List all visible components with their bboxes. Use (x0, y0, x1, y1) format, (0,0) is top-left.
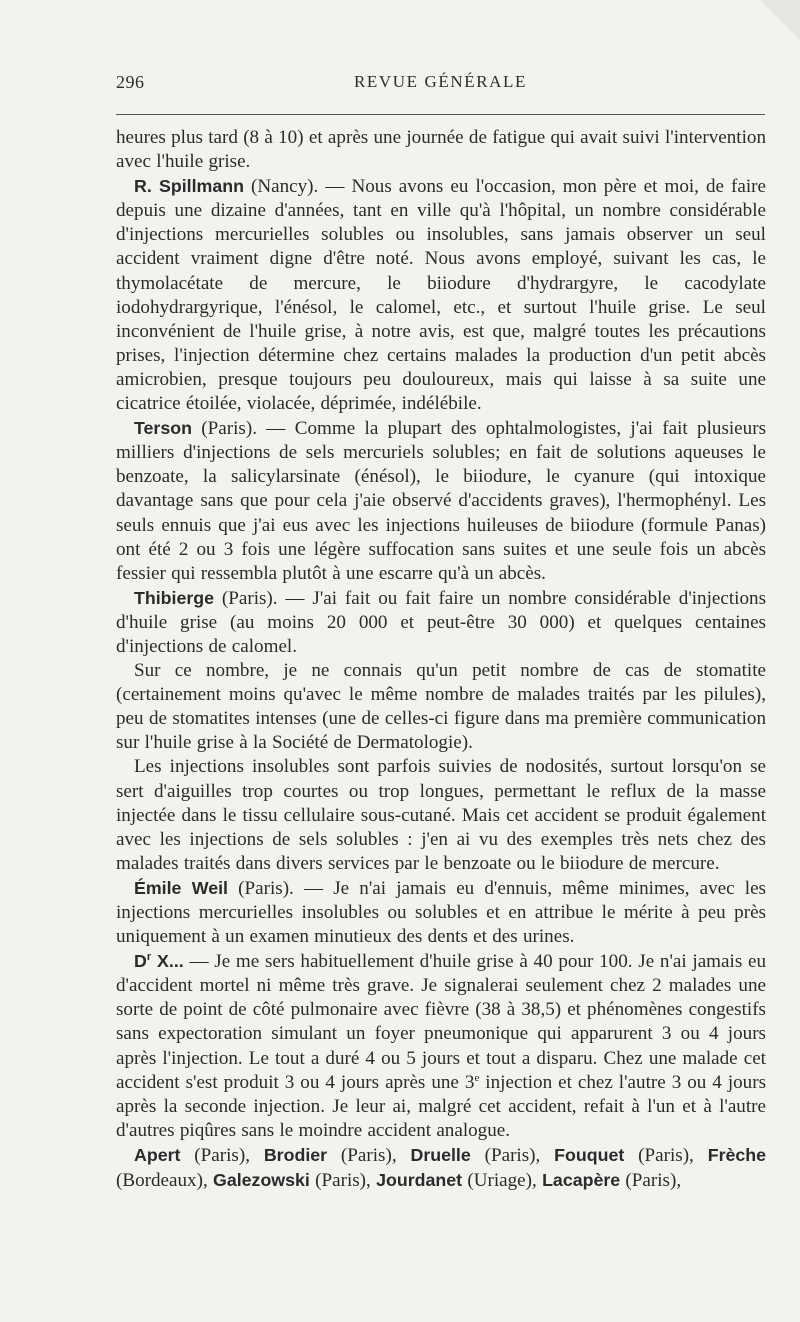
speaker-name: Émile Weil (134, 877, 228, 898)
paragraph-text-continued: injection et chez l'autre 3 ou 4 jours après la seconde injection. Je leur ai, malgré cet accident, refait à l'un et à l'autre d'autres piqûres sans le moindre accident analogue. (116, 1071, 767, 1141)
speaker-name: R. Spillmann (134, 176, 244, 197)
page-number: 296 (116, 72, 145, 92)
speaker-city: (Paris), (309, 1170, 377, 1192)
speaker-name: Jourdanet (376, 1170, 463, 1191)
speaker-name: Terson (134, 418, 192, 439)
speaker-name: Fouquet (554, 1144, 625, 1165)
speaker-name: Lacapère (542, 1170, 621, 1191)
speaker-city: (Paris), (180, 1144, 264, 1166)
speaker-name: Brodier (263, 1144, 328, 1165)
paragraph-text: (Paris). — J'ai fait ou fait faire un nombre considérable d'injections d'huile grise (au moins 20 000 et peut-être 30 000) et quelques centaines d'injections de calomel. (116, 587, 766, 657)
speaker-city: (Paris), (470, 1144, 555, 1166)
paragraph-participants (116, 1143, 766, 1193)
speaker-name: Apert (134, 1144, 181, 1165)
paragraph-continuation (116, 126, 766, 174)
running-title: REVUE GÉNÉRALE (353, 72, 528, 91)
paragraph-text: Les injections insolubles sont parfois suivies de nodosités, surtout lorsqu'on se sert d'aiguilles trop courtes ou trop longues, permettant le reflux de la masse injectée dans le tissu cellulaire sous-cutané. Mais cet accident se produit également avec les injections de sels solubles : j'en ai vu des exemples très nets chez des malades traités dans divers services par le benzoate ou le biiodure de mercure. (116, 756, 766, 874)
page-corner-shading (760, 0, 800, 40)
paragraph-thibierge-stomatitis (116, 659, 766, 755)
speaker-name: Druelle (410, 1144, 471, 1165)
paragraph-text: (Paris). — Comme la plupart des ophtalmologistes, j'ai fait plusieurs milliers d'injections de sels mercuriels solubles; en fait de solutions aqueuses le benzoate, la salicylarsinate (énésol), le biiodure, le cyanure (qui intoxique davantage sans que pour cela j'aie observé d'accidents graves), l'hermophényl. Les seuls ennuis que j'ai eus avec les injections huileuses de biiodure (formule Panas) ont été 2 ou 3 fois une légère suffocation sans suites et une seule fois un abcès fessier qui ressembla plutôt à une escarre qu'à un abcès. (116, 418, 766, 584)
speaker-city: (Uriage), (462, 1170, 543, 1192)
ordinal-superscript: e (474, 1071, 480, 1084)
speaker-city: (Paris), (327, 1144, 411, 1166)
paragraph-terson (116, 416, 766, 586)
paragraph-weil (116, 876, 766, 949)
speaker-city: (Paris), (620, 1170, 682, 1192)
paragraph-text: (Paris). — Je n'ai jamais eu d'ennuis, même minimes, avec les injections mercurielles insolubles ou solubles et en attribue le mérite à peu près uniquement à un examen minutieux des dents et des urines. (116, 877, 766, 948)
speaker-name: Galezowski (213, 1170, 310, 1191)
paragraph-text: (Nancy). — Nous avons eu l'occasion, mon père et moi, de faire depuis une dizaine d'années, tant en ville qu'à l'hôpital, un nombre considérable d'injections mercurielles solubles ou insolubles, sans jamais observer un seul accident vraiment digne d'être noté. Nous avons employé, suivant les cas, le thymolacétate de mercure, le biiodure d'hydrargyre, le cacodylate iodohydrargyrique, l'énésol, le calomel, etc., et surtout l'huile grise. Le seul inconvénient de l'huile grise, à notre avis, est que, malgré toutes les précautions prises, l'injection détermine chez certains malades la production d'un petit abcès amicrobien, presque toujours peu douloureux, mais qui laisse à sa suite une cicatrice étoilée, violacée, déprimée, indélébile. (116, 176, 766, 415)
speaker-rest: X... (151, 951, 184, 972)
header-rule (116, 114, 765, 115)
paragraph-spillmann (116, 174, 766, 416)
speaker-name (134, 951, 184, 971)
speaker-superscript: r (146, 951, 152, 964)
speaker-name: Frèche (707, 1144, 767, 1165)
paragraph-thibierge (116, 586, 766, 659)
paragraph-dr-x (116, 949, 766, 1143)
paragraph-text: — Je me sers habituellement d'huile grise à 40 pour 100. Je n'ai jamais eu d'accident mortel ni même très grave. Je signalerai seulement chez 2 malades une sorte de point de côté pulmonaire avec fièvre (38 à 38,5) et phénomènes congestifs sans expectoration simulant un foyer pneumonique qui apparurent 3 ou 4 jours après l'injection. Le tout a duré 4 ou 5 jours et tout a disparu. Chez une malade cet accident s'est produit 3 ou 4 jours après une 3 (116, 951, 766, 1093)
paragraph-text: heures plus tard (8 à 10) et après une journée de fatigue qui avait suivi l'intervention avec l'huile grise. (116, 127, 766, 173)
speaker-name: Thibierge (134, 587, 215, 608)
article-body (116, 126, 766, 1193)
speaker-prefix: D (134, 951, 147, 972)
speaker-city: (Paris), (624, 1144, 708, 1166)
page-header (116, 72, 765, 102)
paragraph-text: Sur ce nombre, je ne connais qu'un petit nombre de cas de stomatite (certainement moins qu'avec le même nombre de malades traités par les pilules), peu de stomatites intenses (une de celles-ci figure dans ma première communication sur l'huile grise à la Société de Dermatologie). (116, 660, 766, 754)
paragraph-thibierge-nodosities (116, 755, 766, 875)
speaker-city: (Bordeaux), (116, 1170, 213, 1192)
